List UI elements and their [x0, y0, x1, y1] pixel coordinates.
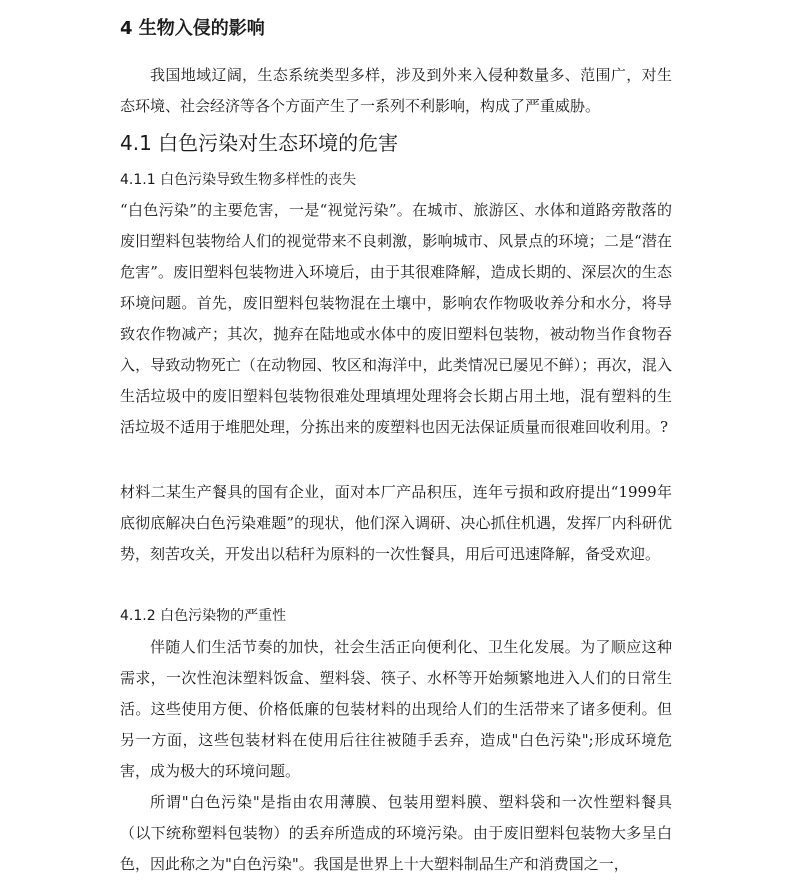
section-heading-4-1: 4.1 白色污染对生态环境的危害	[120, 131, 399, 155]
section-4-1-2-paragraph-2: 所谓"白色污染"是指由农用薄膜、包装用塑料膜、塑料袋和一次性塑料餐具（以下统称塑料包装物）的丢弃所造成的环境污染。由于废旧塑料包装物大多呈白色，因此称之为"白色污染"。我国是世界上十大塑料制品生产和消费国之一，	[120, 793, 672, 873]
section-4-1-1-paragraph-1: “白色污染”的主要危害，一是“视觉污染”。在城市、旅游区、水体和道路旁散落的废旧塑料包装物给人们的视觉带来不良刺激，影响城市、风景点的环境；二是“潜在危害”。废旧塑料包装物进入环境后，由于其很难降解，造成长期的、深层次的生态环境问题。首先，废旧塑料包装物混在土壤中，影响农作物吸收养分和水分，将导致农作物减产；其次，抛弃在陆地或水体中的废旧塑料包装物，被动物当作食物吞入，导致动物死亡（在动物园、牧区和海洋中，此类情况已屡见不鲜）；再次，混入生活垃圾中的废旧塑料包装物很难处理填埋处理将会长期占用土地，混有塑料的生活垃圾不适用于堆肥处理，分拣出来的废塑料也因无法保证质量而很难回收利用。?	[120, 201, 672, 436]
section-4-1-2-paragraph-1: 伴随人们生活节奏的加快，社会生活正向便利化、卫生化发展。为了顺应这种需求，一次性泡沫塑料饭盒、塑料袋、筷子、水杯等开始频繁地进入人们的日常生活。这些使用方便、价格低廉的包装材料的出现给人们的生活带来了诸多便利。但另一方面，这些包装材料在使用后往往被随手丢弃，造成"白色污染";形成环境危害，成为极大的环境问题。	[120, 638, 672, 780]
section-heading-4-1-1: 4.1.1 白色污染导致生物多样性的丧失	[120, 172, 357, 188]
section-heading-4-1-2: 4.1.2 白色污染物的严重性	[120, 608, 287, 624]
section-4-intro-paragraph: 我国地域辽阔，生态系统类型多样，涉及到外来入侵种数量多、范围广，对生态环境、社会经济等各个方面产生了一系列不利影响，构成了严重威胁。	[120, 66, 672, 115]
section-4-1-1-paragraph-2: 材料二某生产餐具的国有企业，面对本厂产品积压，连年亏损和政府提出“1999年底彻底解决白色污染难题”的现状，他们深入调研、决心抓住机遇，发挥厂内科研优势，刻苦攻关，开发出以秸秆为原料的一次性餐具，用后可迅速降解，备受欢迎。	[120, 483, 672, 563]
section-heading-4: 4 生物入侵的影响	[120, 18, 265, 39]
